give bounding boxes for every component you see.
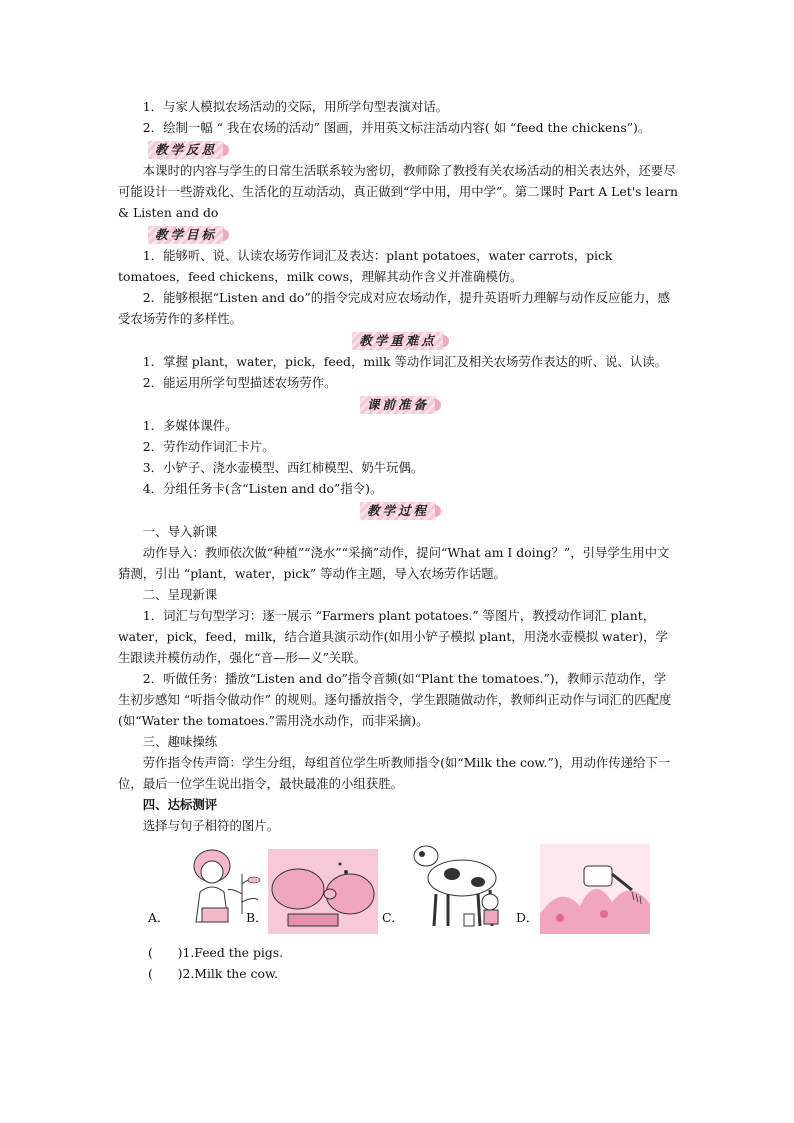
- key-point-item: 1．掌握 plant，water，pick，feed，milk 等动作词汇及相关农场劳作表达的听、说、认读。: [142, 354, 668, 369]
- section-text: 1．词汇与句型学习：逐一展示 “Farmers plant potatoes.” 等图片，教授动作词汇 plant，water，pick，feed，milk，结合道具演示动作(如用小铲子模拟 plant，用浇水壶模拟 water)，学生跟读并模仿动作，强化“音—形—义”关联。: [118, 608, 668, 665]
- homework-item: 2．绘制一幅 “ 我在农场的活动” 图画，并用英文标注活动内容( 如 “feed the chickens”)。: [142, 120, 651, 135]
- objective-item: 1．能够听、说、认读农场劳作词汇及表达：plant potatoes，water carrots，pick tomatoes，feed chickens，milk cows，理解其动作含义并准确模仿。: [118, 248, 613, 284]
- objective-item: 2．能够根据“Listen and do”的指令完成对应农场动作，提升英语听力理解与动作反应能力，感受农场劳作的多样性。: [118, 290, 671, 326]
- reflection-text: 本课时的内容与学生的日常生活联系较为密切，教师除了教授有关农场活动的相关表达外，还要尽可能设计一些游戏化、生活化的互动活动，真正做到“学中用，用中学”。第二课时 Part A Let's learn & Listen and do: [118, 163, 679, 220]
- option-label: D．: [516, 910, 539, 925]
- section-tag-objectives: 教学目标: [148, 226, 224, 244]
- section-text: 选择与句子相符的图片。: [142, 818, 280, 833]
- preparation-item: 3．小铲子、浇水壶模型、西红柿模型、奶牛玩偶。: [142, 460, 424, 475]
- option-label: C．: [382, 910, 404, 925]
- question-list: [118, 942, 678, 984]
- preparation-item: 4．分组任务卡(含“Listen and do”指令)。: [142, 481, 383, 496]
- section-text: 2．听做任务：播放“Listen and do”指令音频(如“Plant the tomatoes.”)，教师示范动作，学生初步感知 “听指令做动作” 的规则。逐句播放指令，学生跟随做动作，教师纠正动作与词汇的匹配度(如“Water the tomatoes.”需用浇水动作，而非采摘)。: [118, 671, 672, 728]
- question-item: ( )2.Milk the cow.: [148, 966, 279, 981]
- option-label: A．: [148, 910, 170, 925]
- preparation-item: 2．劳作动作词汇卡片。: [142, 439, 275, 454]
- key-point-item: 2．能运用所学句型描述农场劳作。: [142, 375, 337, 390]
- homework-item: 1．与家人模拟农场活动的交际，用所学句型表演对话。: [142, 99, 449, 114]
- section-tag-reflection: 教学反思: [148, 141, 224, 159]
- picture-options: [118, 844, 678, 942]
- section-text: 动作导入：教师依次做“种植”“浇水”“采摘”动作，提问“What am I doing？”，引导学生用中文猜测，引出 “plant，water，pick” 等动作主题，导入农场劳作话题。: [118, 545, 670, 581]
- section-heading: 三、趣味操练: [142, 734, 218, 749]
- section-tag-process: 教学过程: [360, 502, 436, 520]
- cow-milking-image: [404, 844, 514, 934]
- section-heading: 四、达标测评: [142, 797, 218, 812]
- preparation-item: 1．多媒体课件。: [142, 418, 238, 433]
- section-tag-preparation: 课前准备: [360, 396, 436, 414]
- document-page: [118, 96, 678, 984]
- section-heading: 一、导入新课: [142, 524, 218, 539]
- option-label: B．: [246, 910, 268, 925]
- watering-tomatoes-image: [540, 844, 650, 934]
- section-heading: 二、呈现新课: [142, 587, 218, 602]
- section-text: 劳作指令传声筒：学生分组，每组首位学生听教师指令(如“Milk the cow.”)，用动作传递给下一位，最后一位学生说出指令，最快最准的小组获胜。: [118, 755, 671, 791]
- question-item: ( )1.Feed the pigs.: [148, 945, 284, 960]
- section-tag-key-points: 教学重难点: [352, 332, 444, 350]
- pigs-feeding-image: [268, 844, 378, 934]
